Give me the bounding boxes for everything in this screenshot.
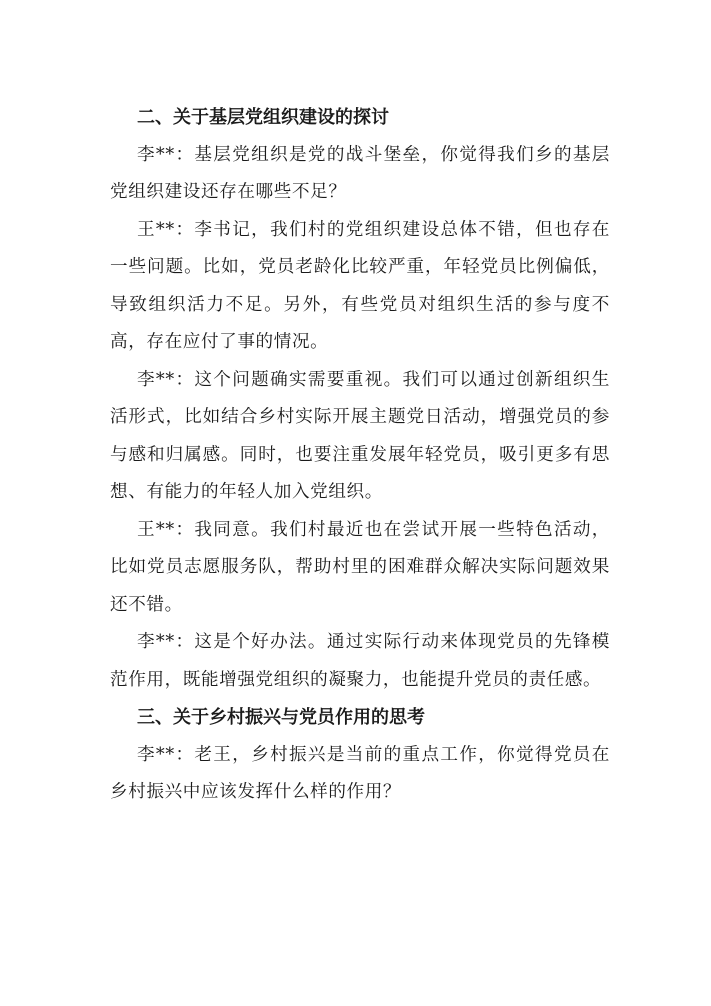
document-body (110, 99, 610, 812)
dialogue-paragraph: 李**：这个问题确实需要重视。我们可以通过创新组织生活形式，比如结合乡村实际开展主题党日活动，增强党员的参与感和归属感。同时，也要注重发展年轻党员，吸引更多有思想、有能力的年轻人加入党组织。 (110, 369, 610, 502)
dialogue-paragraph: 王**：我同意。我们村最近也在尝试开展一些特色活动，比如党员志愿服务队，帮助村里的困难群众解决实际问题效果还不错。 (110, 519, 610, 615)
dialogue-paragraph: 李**：基层党组织是党的战斗堡垒，你觉得我们乡的基层党组织建设还存在哪些不足？ (110, 144, 610, 202)
dialogue-paragraph: 李**：老王，乡村振兴是当前的重点工作，你觉得党员在乡村振兴中应该发挥什么样的作用？ (110, 744, 610, 802)
dialogue-paragraph: 李**：这是个好办法。通过实际行动来体现党员的先锋模范作用，既能增强党组织的凝聚力，也能提升党员的责任感。 (110, 632, 610, 690)
section-heading-party-building: 二、关于基层党组织建设的探讨 (137, 107, 389, 128)
section-heading-rural-revitalization: 三、关于乡村振兴与党员作用的思考 (137, 707, 425, 728)
dialogue-paragraph: 王**：李书记，我们村的党组织建设总体不错，但也存在一些问题。比如，党员老龄化比较严重，年轻党员比例偏低，导致组织活力不足。另外，有些党员对组织生活的参与度不高，存在应付了事的情况。 (110, 219, 610, 352)
